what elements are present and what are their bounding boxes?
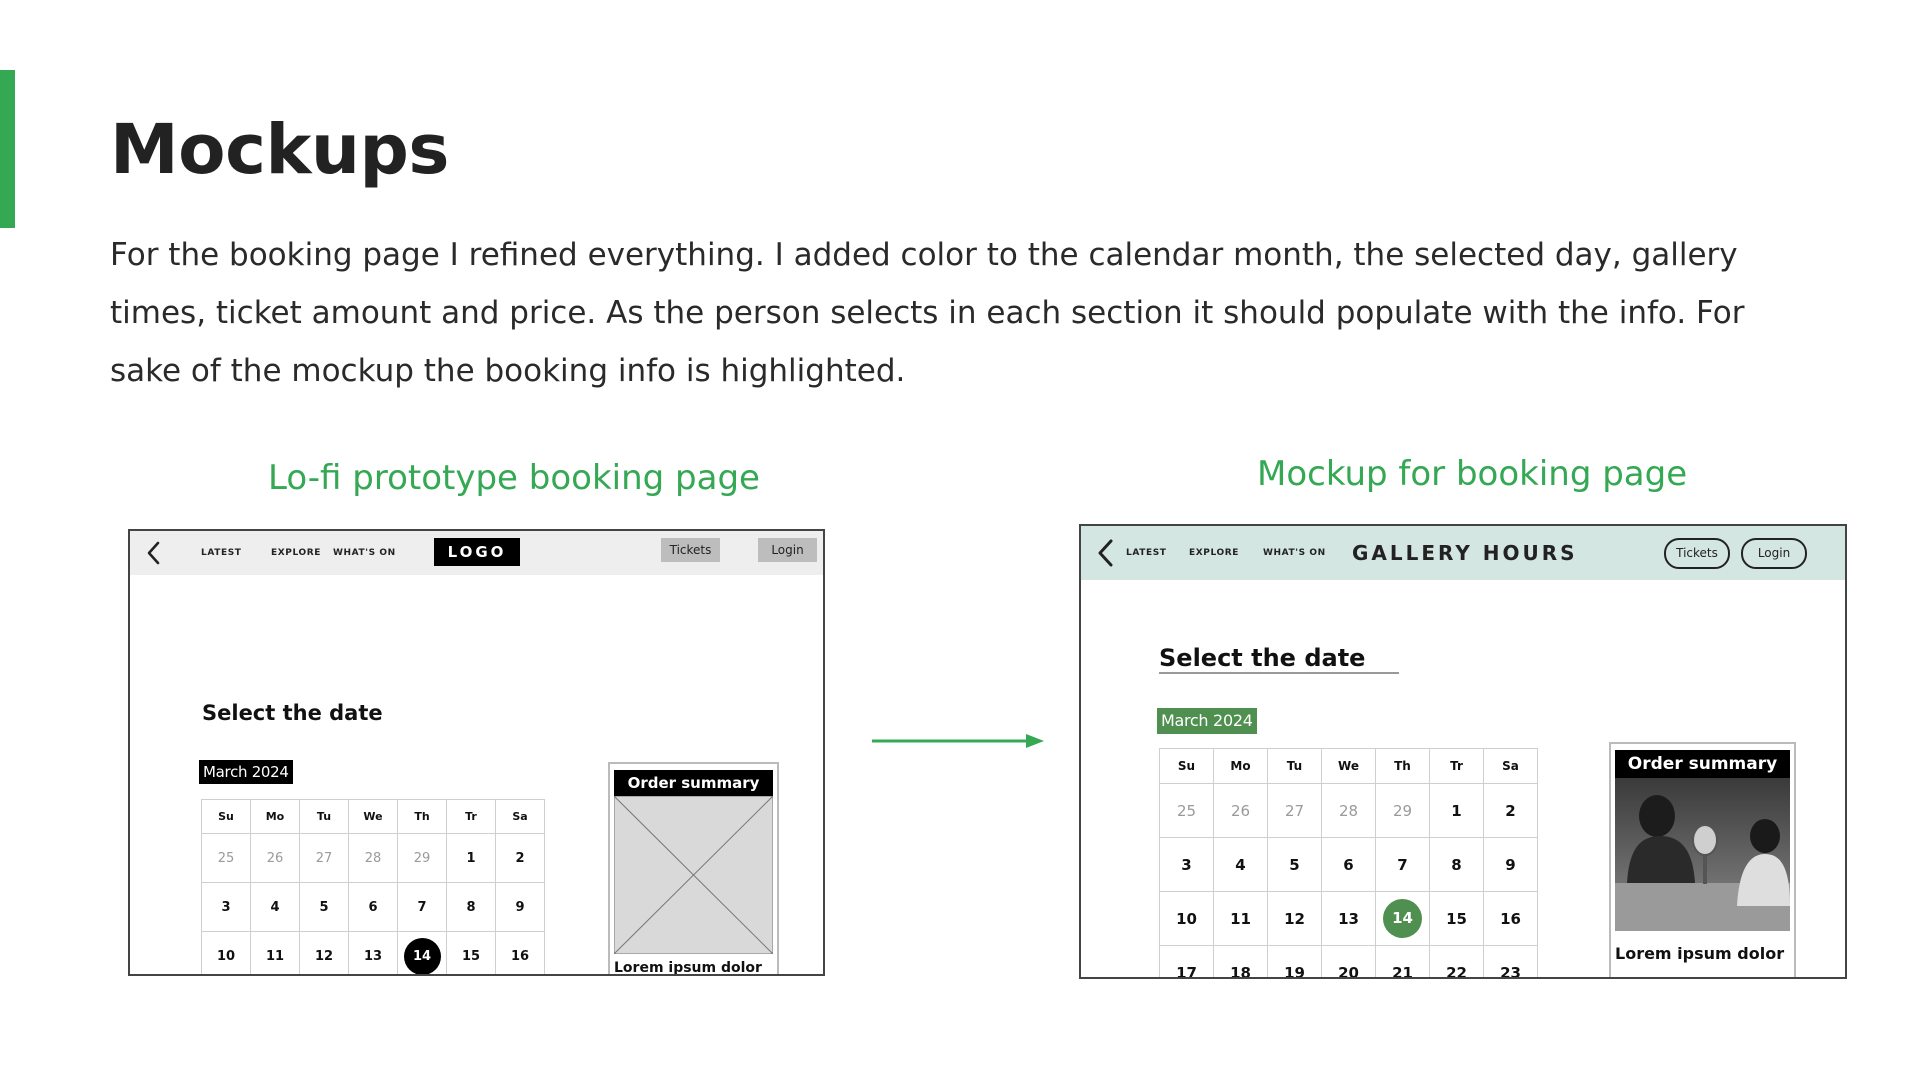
calendar-day[interactable]: 23 (1484, 946, 1538, 980)
order-summary-card (608, 762, 779, 976)
calendar-day[interactable]: 18 (1214, 946, 1268, 980)
calendar-day[interactable]: 16 (496, 932, 545, 977)
calendar-day[interactable]: 2 (1484, 784, 1538, 838)
calendar-day[interactable]: 7 (1376, 838, 1430, 892)
calendar-day[interactable]: 13 (1322, 892, 1376, 946)
calendar-day[interactable]: 4 (251, 883, 300, 932)
nav-link-latest[interactable]: LATEST (1126, 548, 1167, 558)
calendar-day[interactable]: 27 (300, 834, 349, 883)
calendar-day[interactable]: 5 (300, 883, 349, 932)
order-summary-title: Order summary (614, 770, 773, 796)
weekday-header: Mo (1214, 749, 1268, 784)
month-badge: March 2024 (1157, 708, 1257, 734)
weekday-header: Th (1376, 749, 1430, 784)
calendar-day[interactable]: 4 (1214, 838, 1268, 892)
calendar-grid (201, 799, 545, 976)
calendar-day[interactable]: 3 (1160, 838, 1214, 892)
order-summary-text: Lorem ipsum dolor (614, 960, 762, 976)
login-button[interactable]: Login (758, 538, 817, 562)
select-date-heading: Select the date (202, 701, 383, 725)
weekday-header: Tu (300, 800, 349, 834)
weekday-header: Sa (496, 800, 545, 834)
accent-bar (0, 70, 15, 228)
weekday-header: Tu (1268, 749, 1322, 784)
tickets-button[interactable]: Tickets (1664, 538, 1730, 569)
right-arrow-icon (870, 731, 1046, 751)
select-date-heading: Select the date (1159, 644, 1366, 672)
image-placeholder-icon (614, 796, 773, 954)
caption-mockup: Mockup for booking page (1257, 454, 1688, 494)
tickets-button[interactable]: Tickets (661, 538, 720, 562)
calendar-day[interactable]: 22 (1430, 946, 1484, 980)
calendar-day[interactable]: 1 (447, 834, 496, 883)
calendar-day[interactable]: 1 (1430, 784, 1484, 838)
weekday-header: Mo (251, 800, 300, 834)
caption-lofi: Lo-fi prototype booking page (268, 458, 760, 498)
calendar-day[interactable]: 2 (496, 834, 545, 883)
calendar-day-selected[interactable] (1376, 892, 1430, 946)
calendar-day[interactable]: 12 (1268, 892, 1322, 946)
nav-link-explore[interactable]: EXPLORE (1189, 548, 1240, 558)
gallery-photo-image (1615, 778, 1790, 931)
calendar-day[interactable]: 12 (300, 932, 349, 977)
hifi-nav-bar (1081, 526, 1845, 580)
back-arrow-icon[interactable] (1097, 539, 1113, 567)
weekday-header: Tr (1430, 749, 1484, 784)
calendar-day[interactable]: 19 (1268, 946, 1322, 980)
calendar-day[interactable]: 21 (1376, 946, 1430, 980)
calendar-day[interactable]: 5 (1268, 838, 1322, 892)
calendar-day[interactable]: 25 (202, 834, 251, 883)
calendar-day[interactable]: 9 (496, 883, 545, 932)
month-badge: March 2024 (199, 760, 293, 784)
calendar-day[interactable]: 28 (349, 834, 398, 883)
calendar-day[interactable]: 11 (251, 932, 300, 977)
calendar-day[interactable]: 13 (349, 932, 398, 977)
weekday-header: Th (398, 800, 447, 834)
calendar-day[interactable]: 11 (1214, 892, 1268, 946)
calendar-day[interactable]: 27 (1268, 784, 1322, 838)
brand-logo[interactable]: GALLERY HOURS (1352, 541, 1578, 565)
hifi-mockup-screen (1079, 524, 1847, 979)
intro-paragraph: For the booking page I refined everything. I added color to the calendar month, the selected day, gallery times, ticket amount and price. As the person selects in each section it should populate with the info. For sake of the mockup the booking info is highlighted. (110, 237, 1745, 389)
calendar-day[interactable]: 26 (1214, 784, 1268, 838)
calendar-day-selected[interactable] (398, 932, 447, 977)
page-title: Mockups (110, 110, 449, 190)
calendar-day[interactable]: 8 (1430, 838, 1484, 892)
calendar-day[interactable]: 17 (1160, 946, 1214, 980)
calendar-day[interactable]: 29 (398, 834, 447, 883)
calendar-day[interactable]: 15 (447, 932, 496, 977)
calendar-day[interactable]: 7 (398, 883, 447, 932)
calendar-day[interactable]: 10 (202, 932, 251, 977)
login-button[interactable]: Login (1741, 538, 1807, 569)
weekday-header: Sa (1484, 749, 1538, 784)
calendar-day[interactable]: 16 (1484, 892, 1538, 946)
nav-link-whats-on[interactable]: WHAT'S ON (333, 548, 396, 558)
nav-link-whats-on[interactable]: WHAT'S ON (1263, 548, 1326, 558)
nav-link-explore[interactable]: EXPLORE (271, 548, 322, 558)
lofi-nav-bar (130, 531, 823, 575)
calendar-day[interactable]: 28 (1322, 784, 1376, 838)
calendar-day[interactable]: 10 (1160, 892, 1214, 946)
order-summary-card (1609, 742, 1796, 979)
calendar-day[interactable]: 6 (1322, 838, 1376, 892)
weekday-header: Su (1160, 749, 1214, 784)
order-summary-title: Order summary (1615, 750, 1790, 778)
calendar-day[interactable]: 15 (1430, 892, 1484, 946)
heading-underline (1159, 672, 1399, 674)
calendar-day[interactable]: 3 (202, 883, 251, 932)
calendar-day[interactable]: 26 (251, 834, 300, 883)
weekday-header: Su (202, 800, 251, 834)
calendar-day[interactable]: 29 (1376, 784, 1430, 838)
calendar-day[interactable]: 6 (349, 883, 398, 932)
nav-link-latest[interactable]: LATEST (201, 548, 242, 558)
calendar-grid (1159, 748, 1538, 979)
calendar-day[interactable]: 20 (1322, 946, 1376, 980)
calendar-day[interactable]: 9 (1484, 838, 1538, 892)
lofi-prototype-screen (128, 529, 825, 976)
selected-day-marker: 14 (1383, 899, 1422, 938)
selected-day-marker: 14 (404, 938, 441, 975)
logo-placeholder[interactable]: LOGO (434, 538, 520, 566)
weekday-header: We (349, 800, 398, 834)
weekday-header: Tr (447, 800, 496, 834)
weekday-header: We (1322, 749, 1376, 784)
back-arrow-icon[interactable] (146, 541, 160, 565)
order-summary-text: Lorem ipsum dolor (1615, 944, 1785, 963)
calendar-day[interactable]: 25 (1160, 784, 1214, 838)
calendar-day[interactable]: 8 (447, 883, 496, 932)
